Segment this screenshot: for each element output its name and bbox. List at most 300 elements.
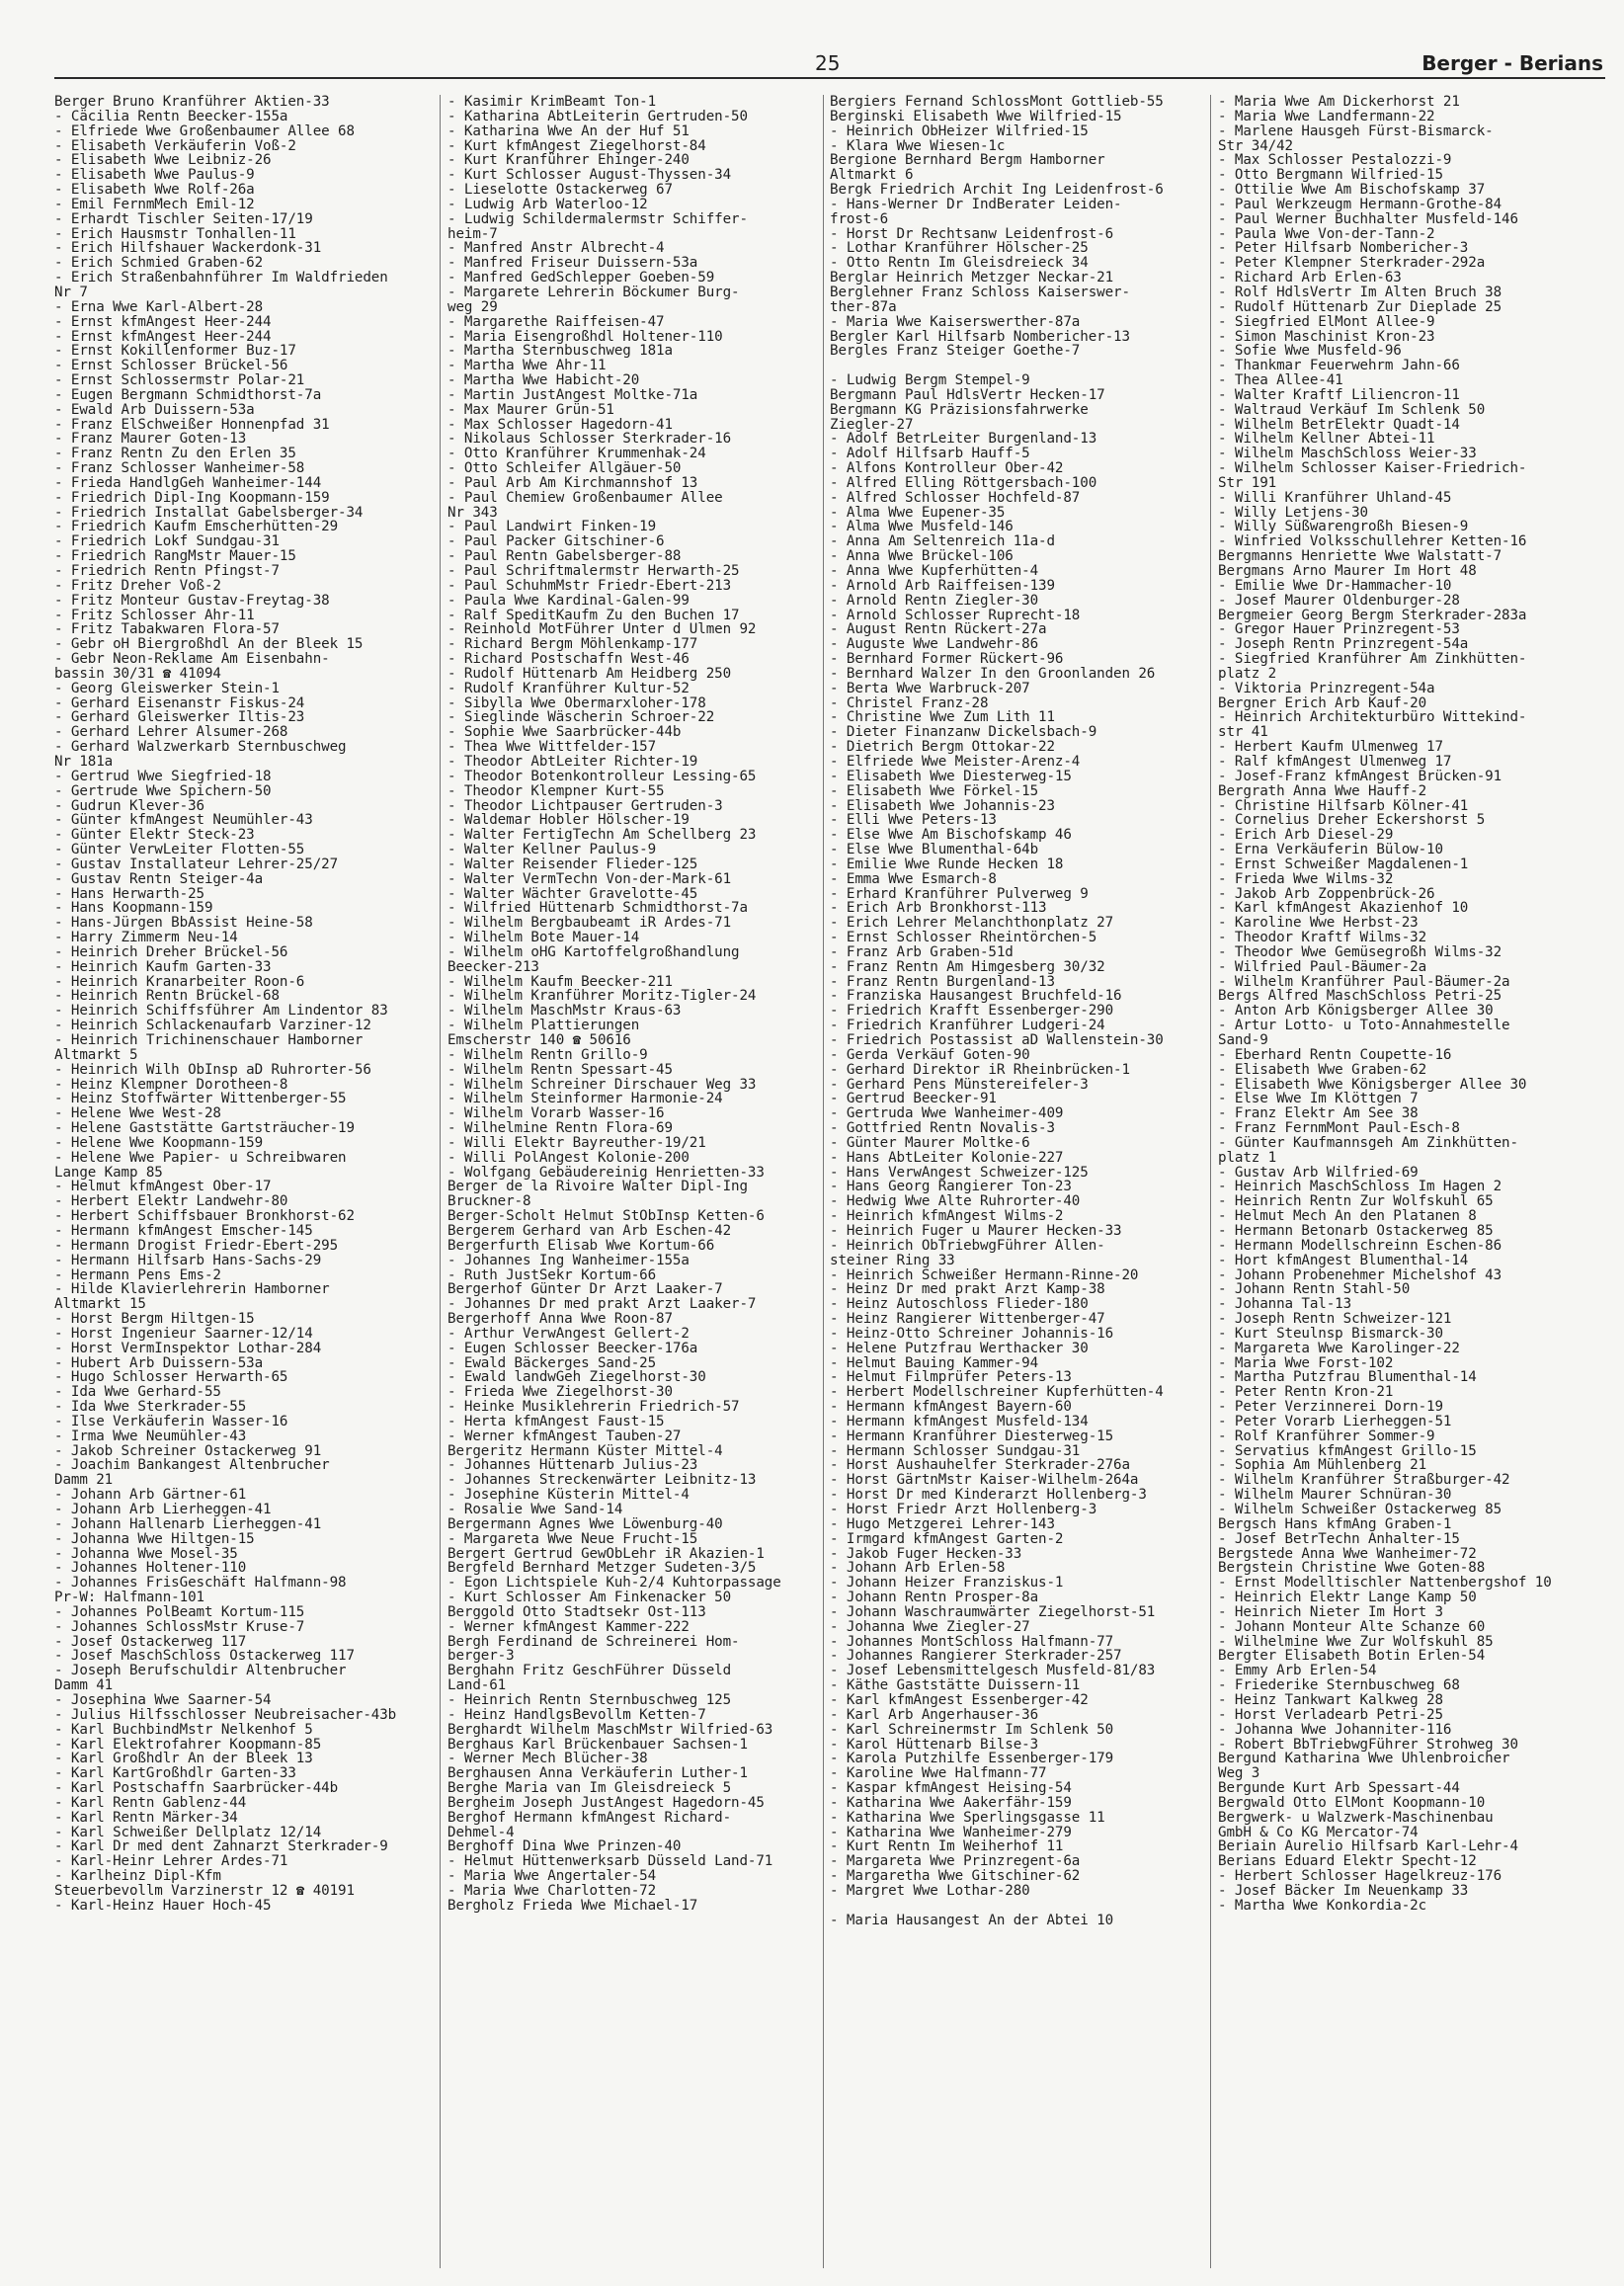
directory-entry: - Max Maurer Grün-51 bbox=[447, 401, 614, 418]
directory-entry: - Wilhelm Bergbaubeamt iR Ardes-71 bbox=[447, 915, 732, 932]
directory-entry: - Max Schlosser Pestalozzi-9 bbox=[1218, 152, 1452, 169]
directory-entry: - Hans Koopmann-159 bbox=[54, 900, 213, 917]
directory-entry: - Johann Probenehmer Michelshof 43 bbox=[1218, 1266, 1502, 1283]
directory-entry: - Kurt Steulnsp Bismarck-30 bbox=[1218, 1325, 1443, 1342]
directory-entry: - Hans Georg Rangierer Ton-23 bbox=[830, 1179, 1072, 1195]
directory-entry: Bergert Gertrud GewObLehr iR Akazien-1 bbox=[447, 1545, 765, 1562]
directory-entry: - Margareta Wwe Prinzregent-6a bbox=[830, 1853, 1081, 1870]
directory-entry: - Herbert Modellschreiner Kupferhütten-4 bbox=[830, 1384, 1164, 1401]
directory-entry: Bergerhoff Anna Wwe Roon-87 bbox=[447, 1311, 673, 1328]
directory-entry: Bergs Alfred MaschSchloss Petri-25 bbox=[1218, 988, 1502, 1005]
directory-entry: - Peter Hilfsarb Nombericher-3 bbox=[1218, 240, 1469, 257]
directory-entry: - Hermann Kranführer Diesterweg-15 bbox=[830, 1428, 1114, 1444]
directory-entry: - Jakob Schreiner Ostackerweg 91 bbox=[54, 1442, 322, 1459]
directory-entry: - Katharina Wwe An der Huf 51 bbox=[447, 122, 690, 139]
directory-entry: Str 34/42 bbox=[1218, 137, 1293, 154]
directory-entry: - Servatius kfmAngest Grillo-15 bbox=[1218, 1442, 1477, 1459]
directory-entry: Bergholz Frieda Wwe Michael-17 bbox=[447, 1897, 698, 1914]
directory-entry: - Emil FernmMech Emil-12 bbox=[54, 196, 255, 212]
directory-entry: - Paul SchuhmMstr Friedr-Ebert-213 bbox=[447, 577, 732, 594]
directory-entry: - Maria Wwe Am Dickerhorst 21 bbox=[1218, 95, 1460, 110]
directory-entry: - Rolf HdlsVertr Im Alten Bruch 38 bbox=[1218, 284, 1502, 300]
directory-entry: - Elisabeth Verkäuferin Voß-2 bbox=[54, 137, 296, 154]
directory-entry: - Gerhard Direktor iR Rheinbrücken-1 bbox=[830, 1061, 1130, 1078]
directory-entry: - Herbert Schlosser Hagelkreuz-176 bbox=[1218, 1868, 1502, 1885]
directory-entry: - Hermann kfmAngest Musfeld-134 bbox=[830, 1413, 1089, 1429]
directory-entry: - Harry Zimmerm Neu-14 bbox=[54, 930, 238, 946]
directory-entry: - Martha Wwe Konkordia-2c bbox=[1218, 1897, 1427, 1914]
directory-entry: - Theodor Botenkontrolleur Lessing-65 bbox=[447, 768, 757, 784]
directory-entry: - Hans Herwarth-25 bbox=[54, 885, 204, 902]
directory-entry: - Heinz Rangierer Wittenberger-47 bbox=[830, 1311, 1105, 1328]
directory-entry: - Walter Kraftf Liliencron-11 bbox=[1218, 386, 1460, 403]
directory-entry: - Heinrich Schweißer Hermann-Rinne-20 bbox=[830, 1266, 1139, 1283]
directory-entry: Bergrath Anna Wwe Hauff-2 bbox=[1218, 782, 1427, 799]
column-divider bbox=[440, 95, 441, 2268]
directory-entry: - Christel Franz-28 bbox=[830, 694, 989, 711]
directory-entry: - Herbert Kaufm Ulmenweg 17 bbox=[1218, 739, 1443, 756]
directory-entry: - Erich Hilfshauer Wackerdonk-31 bbox=[54, 240, 322, 257]
directory-entry: - Erich Arb Bronkhorst-113 bbox=[830, 900, 1047, 917]
directory-entry: platz 2 bbox=[1218, 665, 1277, 682]
directory-entry: - Joseph Rentn Prinzregent-54a bbox=[1218, 636, 1469, 653]
directory-entry: - Julius Hilfsschlosser Neubreisacher-43b bbox=[54, 1706, 397, 1723]
directory-entry: Altmarkt 6 bbox=[830, 167, 914, 184]
directory-entry: steiner Ring 33 bbox=[830, 1252, 955, 1268]
directory-entry: - Frieda Wwe Wilms-32 bbox=[1218, 870, 1394, 887]
directory-entry: - Cäcilia Rentn Beecker-155a bbox=[54, 108, 288, 124]
directory-entry: - Heinrich Kranarbeiter Roon-6 bbox=[54, 973, 305, 990]
directory-entry: Bergmans Arno Maurer Im Hort 48 bbox=[1218, 563, 1477, 579]
directory-entry: - Karl BuchbindMstr Nelkenhof 5 bbox=[54, 1721, 313, 1738]
directory-entry: - Karl-Heinr Lehrer Ardes-71 bbox=[54, 1853, 288, 1870]
directory-entry: - Willi PolAngest Kolonie-200 bbox=[447, 1149, 690, 1166]
directory-entry: - Wilhelm Kranführer Paul-Bäumer-2a bbox=[1218, 973, 1510, 990]
directory-entry: - Günter kfmAngest Neumühler-43 bbox=[54, 812, 313, 829]
directory-entry: Weg 3 bbox=[1218, 1765, 1260, 1782]
directory-entry: - Joseph Berufschuldir Altenbrucher bbox=[54, 1663, 347, 1679]
directory-entry: Bergles Franz Steiger Goethe-7 bbox=[830, 343, 1081, 360]
directory-entry: - Hermann Pens Ems-2 bbox=[54, 1266, 221, 1283]
directory-entry: - Paul Werkzeugm Hermann-Grothe-84 bbox=[1218, 196, 1502, 212]
directory-entry: - Gerhard Eisenanstr Fiskus-24 bbox=[54, 694, 305, 711]
directory-entry: - Arthur VerwAngest Gellert-2 bbox=[447, 1325, 690, 1342]
directory-entry: - Johann Arb Lierheggen-41 bbox=[54, 1502, 272, 1517]
directory-entry: - Else Wwe Blumenthal-64b bbox=[830, 842, 1039, 858]
directory-entry: Bergstede Anna Wwe Wanheimer-72 bbox=[1218, 1545, 1477, 1562]
directory-entry: - Peter Verzinnerei Dorn-19 bbox=[1218, 1399, 1443, 1416]
directory-entry: heim-7 bbox=[447, 225, 498, 242]
directory-entry: - Katharina Wwe Sperlingsgasse 11 bbox=[830, 1809, 1105, 1826]
directory-entry: - Wilhelm oHG Kartoffelgroßhandlung bbox=[447, 943, 740, 960]
directory-entry: - Gerda Verkäuf Goten-90 bbox=[830, 1046, 1030, 1063]
directory-entry: - Christine Hilfsarb Kölner-41 bbox=[1218, 797, 1469, 814]
directory-entry: - Johann Arb Erlen-58 bbox=[830, 1560, 1006, 1577]
directory-entry bbox=[830, 359, 1205, 373]
directory-entry: Bergh Ferdinand de Schreinerei Hom- bbox=[447, 1633, 740, 1650]
directory-entry: - Ewald Bäckerges Sand-25 bbox=[447, 1354, 657, 1371]
directory-entry: Damm 21 bbox=[54, 1472, 114, 1489]
directory-entry: - Elisabeth Wwe Paulus-9 bbox=[54, 167, 255, 184]
directory-entry: Berger-Scholt Helmut StObInsp Ketten-6 bbox=[447, 1208, 765, 1225]
directory-entry: - Franz Arb Graben-51d bbox=[830, 943, 1014, 960]
entry-list-2 bbox=[447, 95, 823, 1914]
directory-entry: - Wilhelm MaschSchloss Weier-33 bbox=[1218, 446, 1477, 462]
directory-entry: - Sibylla Wwe Obermarxloher-178 bbox=[447, 694, 706, 711]
directory-entry: - Heinrich Architekturbüro Wittekind- bbox=[1218, 709, 1527, 726]
directory-entry: - Günter Elektr Steck-23 bbox=[54, 827, 255, 844]
directory-entry: - Karola Putzhilfe Essenberger-179 bbox=[830, 1751, 1114, 1767]
directory-entry: - Frieda HandlgGeh Wanheimer-144 bbox=[54, 474, 322, 491]
directory-entry: - Josef-Franz kfmAngest Brücken-91 bbox=[1218, 768, 1502, 784]
directory-entry: - Horst Dr med Kinderarzt Hollenberg-3 bbox=[830, 1487, 1147, 1504]
directory-entry: - Josef Maurer Oldenburger-28 bbox=[1218, 592, 1460, 609]
directory-entry: - Johannes SchlossMstr Kruse-7 bbox=[54, 1618, 305, 1635]
directory-entry: - Ottilie Wwe Am Bischofskamp 37 bbox=[1218, 182, 1486, 199]
directory-entry: - Friedrich Kaufm Emscherhütten-29 bbox=[54, 519, 339, 535]
directory-entry: - Günter Maurer Moltke-6 bbox=[830, 1134, 1030, 1151]
directory-entry: - Heinz HandlgsBevollm Ketten-7 bbox=[447, 1706, 706, 1723]
directory-entry: Bergler Karl Hilfsarb Nombericher-13 bbox=[830, 328, 1130, 345]
directory-entry: berger-3 bbox=[447, 1648, 515, 1665]
directory-entry: - Wilhelmine Rentn Flora-69 bbox=[447, 1120, 673, 1137]
directory-entry: - Fritz Dreher Voß-2 bbox=[54, 577, 221, 594]
directory-entry: Berghoff Dina Wwe Prinzen-40 bbox=[447, 1838, 682, 1855]
directory-entry: - Klara Wwe Wiesen-1c bbox=[830, 137, 1006, 154]
directory-entry: - Johannes Holtener-110 bbox=[54, 1560, 247, 1577]
directory-entry: - Rosalie Wwe Sand-14 bbox=[447, 1502, 623, 1517]
directory-entry: - Johannes FrisGeschäft Halfmann-98 bbox=[54, 1575, 347, 1592]
directory-entry: - Karl KartGroßhdlr Garten-33 bbox=[54, 1765, 296, 1782]
directory-entry: - Wilhelm Maurer Schnüran-30 bbox=[1218, 1487, 1452, 1504]
directory-entry: - Egon Lichtspiele Kuh-2/4 Kuhtorpassage bbox=[447, 1575, 781, 1592]
directory-entry: - Kasimir KrimBeamt Ton-1 bbox=[447, 95, 657, 110]
directory-entry: - Martha Sternbuschweg 181a bbox=[447, 343, 673, 360]
directory-entry: Bergermann Agnes Wwe Löwenburg-40 bbox=[447, 1515, 723, 1532]
directory-entry: - Elisabeth Wwe Leibniz-26 bbox=[54, 152, 272, 169]
directory-entry: - Heinrich Elektr Lange Kamp 50 bbox=[1218, 1590, 1477, 1606]
directory-entry: - Margarete Lehrerin Böckumer Burg- bbox=[447, 284, 740, 300]
directory-entry: - Johanna Wwe Ziegler-27 bbox=[830, 1618, 1030, 1635]
directory-entry: - Werner kfmAngest Tauben-27 bbox=[447, 1428, 682, 1444]
directory-entry: - Elfriede Wwe Großenbaumer Allee 68 bbox=[54, 122, 355, 139]
directory-entry: - Rudolf Hüttenarb Zur Dieplade 25 bbox=[1218, 298, 1502, 315]
directory-entry: - Paul Packer Gitschiner-6 bbox=[447, 533, 665, 550]
directory-entry: - Manfred Anstr Albrecht-4 bbox=[447, 240, 665, 257]
directory-entry: - Hugo Metzgerei Lehrer-143 bbox=[830, 1515, 1055, 1532]
directory-entry: - Artur Lotto- u Toto-Annahmestelle bbox=[1218, 1018, 1510, 1034]
directory-entry: - Erhardt Tischler Seiten-17/19 bbox=[54, 210, 313, 227]
directory-entry: - Heinz Autoschloss Flieder-180 bbox=[830, 1296, 1089, 1313]
directory-entry: - Kurt Rentn Im Weiherhof 11 bbox=[830, 1838, 1064, 1855]
directory-entry: - Horst Friedr Arzt Hollenberg-3 bbox=[830, 1502, 1097, 1517]
directory-entry: - Otto Bergmann Wilfried-15 bbox=[1218, 167, 1443, 184]
directory-entry: Lange Kamp 85 bbox=[54, 1164, 163, 1181]
directory-entry: ther-87a bbox=[830, 298, 897, 315]
directory-entry: - Hugo Schlosser Herwarth-65 bbox=[54, 1369, 288, 1386]
directory-entry: - Gregor Hauer Prinzregent-53 bbox=[1218, 621, 1460, 638]
directory-entry: - Heinz Klempner Dorotheen-8 bbox=[54, 1076, 288, 1093]
directory-entry: - Peter Klempner Sterkrader-292a bbox=[1218, 255, 1486, 272]
directory-entry: - Martha Wwe Ahr-11 bbox=[447, 358, 607, 374]
directory-entry: Bergwald Otto ElMont Koopmann-10 bbox=[1218, 1794, 1486, 1811]
directory-entry: - Hermann Schlosser Sundgau-31 bbox=[830, 1442, 1081, 1459]
directory-entry: - Walter Reisender Flieder-125 bbox=[447, 856, 698, 872]
directory-entry: - Heinrich ObHeizer Wilfried-15 bbox=[830, 122, 1089, 139]
directory-entry: Berians Eduard Elektr Specht-12 bbox=[1218, 1853, 1477, 1870]
directory-entry: - Maria Hausangest An der Abtei 10 bbox=[830, 1912, 1114, 1928]
directory-entry: - Gertruda Wwe Wanheimer-409 bbox=[830, 1105, 1064, 1122]
directory-entry: - Heinrich Dreher Brückel-56 bbox=[54, 943, 288, 960]
directory-entry: - Friedrich Rentn Pfingst-7 bbox=[54, 563, 280, 579]
directory-entry: - Anna Wwe Brückel-106 bbox=[830, 548, 1014, 565]
directory-entry: - Wilhelm Plattierungen bbox=[447, 1018, 640, 1034]
directory-entry: - Johanna Wwe Hiltgen-15 bbox=[54, 1530, 255, 1547]
directory-entry: - Otto Rentn Im Gleisdreieck 34 bbox=[830, 255, 1089, 272]
directory-entry: Bergmann Paul HdlsVertr Hecken-17 bbox=[830, 386, 1105, 403]
directory-entry: Bergione Bernhard Bergm Hamborner bbox=[830, 152, 1105, 169]
directory-entry: - Karl Großhdlr An der Bleek 13 bbox=[54, 1751, 313, 1767]
directory-entry: - Theodor AbtLeiter Richter-19 bbox=[447, 753, 698, 770]
page-header bbox=[54, 49, 1605, 79]
directory-entry: - Emilie Wwe Dr-Hammacher-10 bbox=[1218, 577, 1452, 594]
directory-entry: - Elisabeth Wwe Königsberger Allee 30 bbox=[1218, 1076, 1527, 1093]
directory-entry: - Alma Wwe Musfeld-146 bbox=[830, 519, 1014, 535]
directory-entry: - Paul Arb Am Kirchmannshof 13 bbox=[447, 474, 698, 491]
directory-entry: - Wilhelm Vorarb Wasser-16 bbox=[447, 1105, 665, 1122]
directory-entry: - Katharina Wwe Aakerfähr-159 bbox=[830, 1794, 1072, 1811]
directory-entry: Bergner Erich Arb Kauf-20 bbox=[1218, 694, 1427, 711]
directory-entry: - Alma Wwe Eupener-35 bbox=[830, 504, 1006, 521]
directory-entry: - Gebr oH Biergroßhdl An der Bleek 15 bbox=[54, 636, 364, 653]
directory-entry: - Karoline Wwe Herbst-23 bbox=[1218, 915, 1419, 932]
directory-entry: - Paula Wwe Von-der-Tann-2 bbox=[1218, 225, 1435, 242]
directory-entry: Bergmanns Henriette Wwe Walstatt-7 bbox=[1218, 548, 1502, 565]
directory-entry: - Anna Wwe Kupferhütten-4 bbox=[830, 563, 1039, 579]
page-number: 25 bbox=[815, 51, 841, 75]
directory-entry: - Ernst Schlosser Rheintörchen-5 bbox=[830, 930, 1097, 946]
directory-entry: - Johann Rentn Prosper-8a bbox=[830, 1590, 1039, 1606]
directory-entry: - Heinrich Rentn Sternbuschweg 125 bbox=[447, 1691, 732, 1708]
directory-entry: Bergfeld Bernhard Metzger Sudeten-3/5 bbox=[447, 1560, 757, 1577]
directory-entry: - Karl Schreinermstr Im Schlenk 50 bbox=[830, 1721, 1114, 1738]
directory-entry: Bergiers Fernand SchlossMont Gottlieb-55 bbox=[830, 95, 1164, 110]
directory-entry: - Erich Lehrer Melanchthonplatz 27 bbox=[830, 915, 1114, 932]
directory-entry: - Peter Rentn Kron-21 bbox=[1218, 1384, 1394, 1401]
directory-entry: - Gudrun Klever-36 bbox=[54, 797, 204, 814]
directory-entry: - Emma Wwe Esmarch-8 bbox=[830, 870, 997, 887]
directory-entry: - Johannes PolBeamt Kortum-115 bbox=[54, 1603, 305, 1620]
directory-entry: - Herta kfmAngest Faust-15 bbox=[447, 1413, 665, 1429]
directory-entry: Beecker-213 bbox=[447, 958, 539, 975]
directory-entry: - Wilhelm Kranführer Straßburger-42 bbox=[1218, 1472, 1510, 1489]
directory-entry: - Kurt Schlosser August-Thyssen-34 bbox=[447, 167, 732, 184]
directory-entry: - August Rentn Rückert-27a bbox=[830, 621, 1047, 638]
directory-entry: - Heinrich Wilh ObInsp aD Ruhrorter-56 bbox=[54, 1061, 371, 1078]
directory-entry: - Karl-Heinz Hauer Hoch-45 bbox=[54, 1897, 272, 1914]
directory-entry: - Franz Rentn Zu den Erlen 35 bbox=[54, 446, 296, 462]
directory-entry: - Siegfried Kranführer Am Zinkhütten- bbox=[1218, 651, 1527, 668]
directory-entry: - Hermann Hilfsarb Hans-Sachs-29 bbox=[54, 1252, 322, 1268]
directory-entry: - Manfred Friseur Duissern-53a bbox=[447, 255, 698, 272]
directory-entry: - Friedrich Krafft Essenberger-290 bbox=[830, 1003, 1114, 1020]
directory-entry: - Ralf kfmAngest Ulmenweg 17 bbox=[1218, 753, 1452, 770]
directory-entry: - Friederike Sternbuschweg 68 bbox=[1218, 1677, 1460, 1694]
directory-entry: - Gerhard Pens Münstereifeler-3 bbox=[830, 1076, 1089, 1093]
directory-entry: Beriain Aurelio Hilfsarb Karl-Lehr-4 bbox=[1218, 1838, 1518, 1855]
directory-entry: - Gertrude Wwe Spichern-50 bbox=[54, 782, 272, 799]
directory-entry: - Kurt kfmAngest Ziegelhorst-84 bbox=[447, 137, 706, 154]
directory-entry: - Walter FertigTechn Am Schellberg 23 bbox=[447, 827, 757, 844]
directory-entry: - Theodor Wwe Gemüsegroßh Wilms-32 bbox=[1218, 943, 1502, 960]
directory-entry: - Ernst Kokillenformer Buz-17 bbox=[54, 343, 296, 360]
directory-entry: - Ruth JustSekr Kortum-66 bbox=[447, 1266, 657, 1283]
directory-entry: - Johannes Dr med prakt Arzt Laaker-7 bbox=[447, 1296, 757, 1313]
directory-entry: - Martha Wwe Habicht-20 bbox=[447, 372, 640, 389]
directory-entry: - Willi Elektr Bayreuther-19/21 bbox=[447, 1134, 706, 1151]
directory-entry: - Jakob Arb Zoppenbrück-26 bbox=[1218, 885, 1435, 902]
directory-entry: Bergmeier Georg Bergm Sterkrader-283a bbox=[1218, 607, 1527, 623]
directory-entry: Altmarkt 15 bbox=[54, 1296, 146, 1313]
directory-entry: - Franz Maurer Goten-13 bbox=[54, 431, 247, 448]
directory-entry: - Eugen Bergmann Schmidthorst-7a bbox=[54, 386, 322, 403]
directory-entry: - Käthe Gaststätte Duissern-11 bbox=[830, 1677, 1081, 1694]
directory-entry: - Heinke Musiklehrerin Friedrich-57 bbox=[447, 1399, 740, 1416]
directory-entry: - Paul Rentn Gabelsberger-88 bbox=[447, 548, 682, 565]
directory-entry: - Franz Rentn Am Himgesberg 30/32 bbox=[830, 958, 1105, 975]
directory-entry: - Heinz-Otto Schreiner Johannis-16 bbox=[830, 1325, 1114, 1342]
directory-entry: - Horst VermInspektor Lothar-284 bbox=[54, 1340, 322, 1356]
directory-entry: - Sofie Wwe Musfeld-96 bbox=[1218, 343, 1402, 360]
directory-entry: - Franz ElSchweißer Honnenpfad 31 bbox=[54, 416, 330, 433]
directory-entry: - Ernst kfmAngest Heer-244 bbox=[54, 313, 272, 330]
directory-entry: - Maria Wwe Landfermann-22 bbox=[1218, 108, 1435, 124]
directory-entry: bassin 30/31 ☎ 41094 bbox=[54, 665, 221, 682]
directory-entry: - Wilhelm Rentn Grillo-9 bbox=[447, 1046, 648, 1063]
directory-entry: - Maria Eisengroßhdl Holtener-110 bbox=[447, 328, 723, 345]
directory-entry: - Maria Wwe Angertaler-54 bbox=[447, 1868, 657, 1885]
directory-entry: - Helene Wwe Papier- u Schreibwaren bbox=[54, 1149, 347, 1166]
directory-entry: - Cornelius Dreher Eckershorst 5 bbox=[1218, 812, 1486, 829]
directory-entry: - Günter Kaufmannsgeh Am Zinkhütten- bbox=[1218, 1134, 1518, 1151]
directory-entry: Bergwerk- u Walzwerk-Maschinenbau bbox=[1218, 1809, 1494, 1826]
directory-entry: - Wilhelm MaschMstr Kraus-63 bbox=[447, 1003, 682, 1020]
directory-entry: - Friedrich Postassist aD Wallenstein-30 bbox=[830, 1032, 1164, 1048]
directory-entry: Bergstein Christine Wwe Goten-88 bbox=[1218, 1560, 1486, 1577]
directory-entry: - Johannes Hüttenarb Julius-23 bbox=[447, 1457, 698, 1474]
directory-entry: - Walter Kellner Paulus-9 bbox=[447, 842, 657, 858]
directory-entry: - Franz Rentn Burgenland-13 bbox=[830, 973, 1055, 990]
directory-entry: - Wilhelmine Wwe Zur Wolfskuhl 85 bbox=[1218, 1633, 1494, 1650]
directory-entry: Bergeritz Hermann Küster Mittel-4 bbox=[447, 1442, 723, 1459]
directory-entry: - Fritz Schlosser Ahr-11 bbox=[54, 607, 255, 623]
directory-entry: - Hermann kfmAngest Bayern-60 bbox=[830, 1399, 1072, 1416]
directory-entry: - Werner Mech Blücher-38 bbox=[447, 1751, 648, 1767]
directory-entry: - Heinrich Fuger u Maurer Hecken-33 bbox=[830, 1222, 1122, 1239]
directory-entry: Bergheim Joseph JustAngest Hagedorn-45 bbox=[447, 1794, 765, 1811]
directory-entry: Bruckner-8 bbox=[447, 1193, 531, 1210]
directory-entry: - Rudolf Kranführer Kultur-52 bbox=[447, 680, 690, 696]
directory-entry: - Dietrich Bergm Ottokar-22 bbox=[830, 739, 1055, 756]
directory-entry: - Friedrich Kranführer Ludgeri-24 bbox=[830, 1018, 1105, 1034]
directory-entry: - Josef Lebensmittelgesch Musfeld-81/83 bbox=[830, 1663, 1156, 1679]
directory-entry: - Richard Postschaffn West-46 bbox=[447, 651, 690, 668]
directory-entry: - Paula Wwe Kardinal-Galen-99 bbox=[447, 592, 690, 609]
directory-entry: - Elisabeth Wwe Diesterweg-15 bbox=[830, 768, 1072, 784]
directory-entry: - Marlene Hausgeh Fürst-Bismarck- bbox=[1218, 122, 1494, 139]
directory-entry: - Helmut Bauing Kammer-94 bbox=[830, 1354, 1039, 1371]
directory-entry: - Otto Kranführer Krummenhak-24 bbox=[447, 446, 706, 462]
directory-entry: Bergk Friedrich Archit Ing Leidenfrost-6 bbox=[830, 182, 1164, 199]
directory-entry: - Josef BetrTechn Anhalter-15 bbox=[1218, 1530, 1460, 1547]
directory-entry: - Josef MaschSchloss Ostackerweg 117 bbox=[54, 1648, 355, 1665]
directory-entry: - Hans VerwAngest Schweizer-125 bbox=[830, 1164, 1089, 1181]
directory-entry: - Theodor Kraftf Wilms-32 bbox=[1218, 930, 1427, 946]
directory-entry: - Helene Gaststätte Gartsträucher-19 bbox=[54, 1120, 355, 1137]
directory-entry: - Wilhelm Schlosser Kaiser-Friedrich- bbox=[1218, 460, 1527, 477]
directory-entry: - Martha Putzfrau Blumenthal-14 bbox=[1218, 1369, 1477, 1386]
directory-entry: - Karol Hüttenarb Bilse-3 bbox=[830, 1736, 1039, 1753]
directory-entry: - Willy Süßwarengroßh Biesen-9 bbox=[1218, 519, 1469, 535]
directory-entry: - Gerhard Walzwerkarb Sternbuschweg bbox=[54, 739, 347, 756]
directory-entry: - Simon Maschinist Kron-23 bbox=[1218, 328, 1435, 345]
directory-entry: - Ida Wwe Gerhard-55 bbox=[54, 1384, 221, 1401]
directory-entry: - Johannes Streckenwärter Leibnitz-13 bbox=[447, 1472, 757, 1489]
directory-entry: - Helmut Filmprüfer Peters-13 bbox=[830, 1369, 1072, 1386]
directory-entry: - Jakob Fuger Hecken-33 bbox=[830, 1545, 1022, 1562]
directory-entry: GmbH & Co KG Mercator-74 bbox=[1218, 1824, 1419, 1840]
directory-entry: - Rolf Kranführer Sommer-9 bbox=[1218, 1428, 1435, 1444]
directory-entry: Pr-W: Halfmann-101 bbox=[54, 1590, 204, 1606]
directory-entry: - Erna Verkäuferin Bülow-10 bbox=[1218, 842, 1443, 858]
column-divider bbox=[1210, 95, 1211, 2268]
directory-entry: - Alfons Kontrolleur Ober-42 bbox=[830, 460, 1064, 477]
directory-entry: - Gertrud Beecker-91 bbox=[830, 1091, 997, 1107]
directory-entry: - Emilie Wwe Runde Hecken 18 bbox=[830, 856, 1064, 872]
directory-entry: Bergerfurth Elisab Wwe Kortum-66 bbox=[447, 1237, 715, 1254]
directory-entry: - Walter Wächter Gravelotte-45 bbox=[447, 885, 698, 902]
directory-entry: Bergerhof Günter Dr Arzt Laaker-7 bbox=[447, 1281, 723, 1298]
directory-entry: - Willi Kranführer Uhland-45 bbox=[1218, 489, 1452, 506]
directory-entry: - Heinrich Nieter Im Hort 3 bbox=[1218, 1603, 1443, 1620]
directory-entry: Bergunde Kurt Arb Spessart-44 bbox=[1218, 1780, 1460, 1797]
directory-entry: - Heinrich MaschSchloss Im Hagen 2 bbox=[1218, 1179, 1502, 1195]
directory-entry: - Paul Schriftmalermstr Herwarth-25 bbox=[447, 563, 740, 579]
directory-entry: - Kurt Kranführer Ehinger-240 bbox=[447, 152, 690, 169]
directory-entry: - Karl Rentn Gablenz-44 bbox=[54, 1794, 247, 1811]
directory-entry: Bergerem Gerhard van Arb Eschen-42 bbox=[447, 1222, 732, 1239]
directory-entry: - Johann Monteur Alte Schanze 60 bbox=[1218, 1618, 1486, 1635]
directory-entry: Berghausen Anna Verkäuferin Luther-1 bbox=[447, 1765, 748, 1782]
directory-entry: - Hermann kfmAngest Emscher-145 bbox=[54, 1222, 313, 1239]
directory-entry: - Ewald landwGeh Ziegelhorst-30 bbox=[447, 1369, 706, 1386]
directory-entry: - Ernst Modelltischler Nattenbergshof 10 bbox=[1218, 1575, 1552, 1592]
directory-entry: - Johannes MontSchloss Halfmann-77 bbox=[830, 1633, 1114, 1650]
directory-entry: Berglar Heinrich Metzger Neckar-21 bbox=[830, 270, 1114, 286]
directory-entry: - Robert BbTriebwgFührer Strohweg 30 bbox=[1218, 1736, 1518, 1753]
directory-entry: - Elisabeth Wwe Graben-62 bbox=[1218, 1061, 1427, 1078]
directory-entry: Berglehner Franz Schloss Kaiserswer- bbox=[830, 284, 1130, 300]
directory-entry: - Franz FernmMont Paul-Esch-8 bbox=[1218, 1120, 1460, 1137]
column-divider bbox=[823, 95, 824, 2268]
directory-entry: - Johann Waschraumwärter Ziegelhorst-51 bbox=[830, 1603, 1156, 1620]
directory-entry: - Gustav Installateur Lehrer-25/27 bbox=[54, 856, 339, 872]
entry-list-3 bbox=[830, 95, 1205, 1927]
directory-entry: Bergter Elisabeth Botin Erlen-54 bbox=[1218, 1648, 1486, 1665]
directory-entry: - Alfred Elling Röttgersbach-100 bbox=[830, 474, 1097, 491]
directory-entry: - Adolf Hilfsarb Hauff-5 bbox=[830, 446, 1030, 462]
directory-entry: Str 191 bbox=[1218, 474, 1277, 491]
